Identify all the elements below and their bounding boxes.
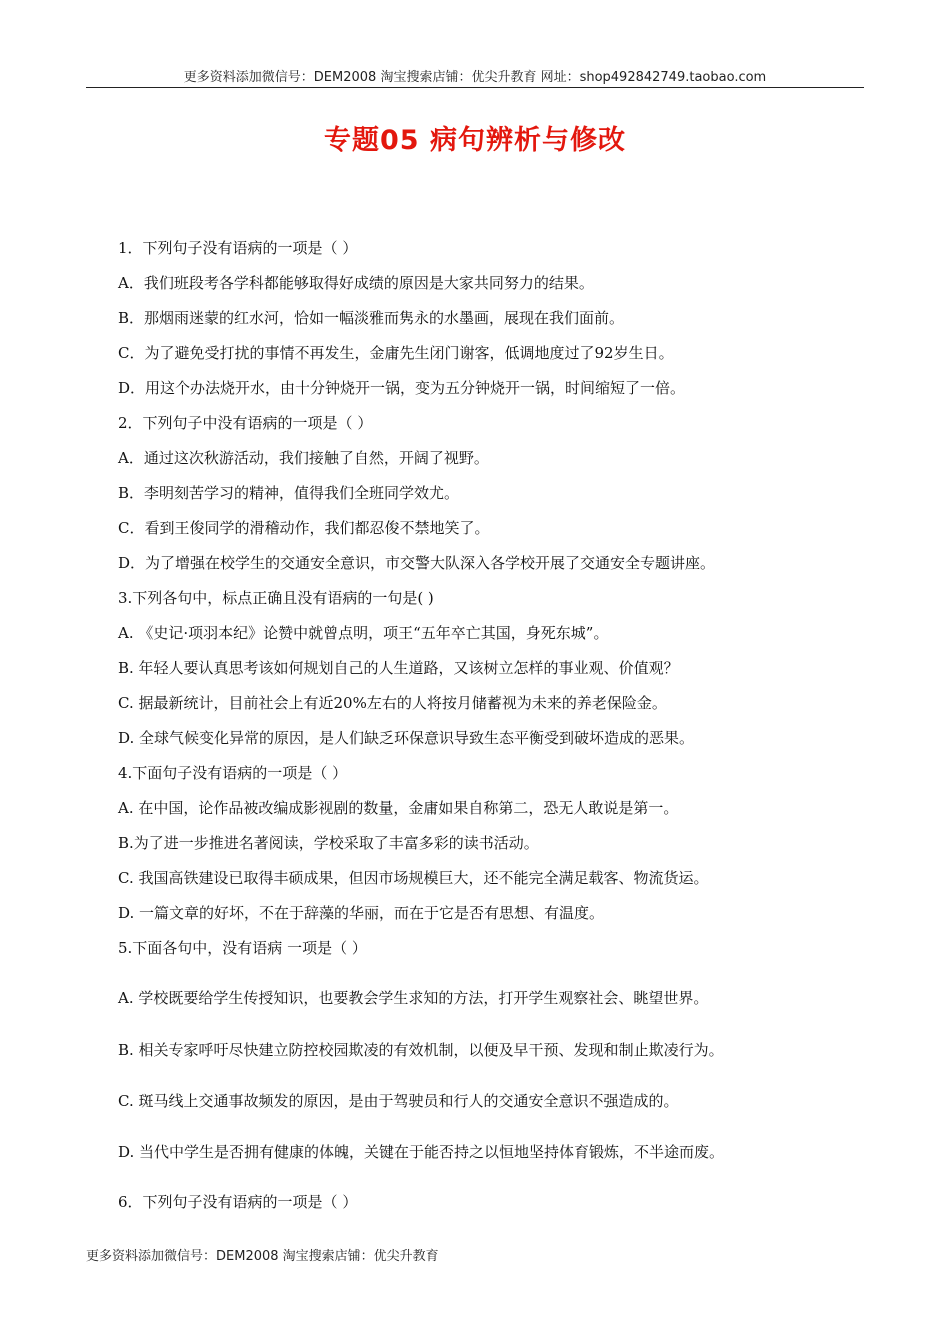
option-line: B. 相关专家呼吁尽快建立防控校园欺凌的有效机制，以便及早干预、发现和制止欺凌行为。 (118, 1041, 724, 1059)
option-line: A. 学校既要给学生传授知识，也要教会学生求知的方法，打开学生观察社会、眺望世界。 (118, 989, 709, 1007)
option-line: D. 一篇文章的好坏，不在于辞藻的华丽，而在于它是否有思想、有温度。 (118, 904, 605, 922)
option-line: C．看到王俊同学的滑稽动作，我们都忍俊不禁地笑了。 (118, 519, 490, 537)
option-line: C. 据最新统计，目前社会上有近20%左右的人将按月储蓄视为未来的养老保险金。 (118, 694, 667, 712)
option-line: C. 斑马线上交通事故频发的原因，是由于驾驶员和行人的交通安全意识不强造成的。 (118, 1092, 679, 1110)
option-line: C. 我国高铁建设已取得丰硕成果，但因市场规模巨大，还不能完全满足载客、物流货运。 (118, 869, 709, 887)
option-line: D. 当代中学生是否拥有健康的体魄，关键在于能否持之以恒地坚持体育锻炼，不半途而废。 (118, 1143, 725, 1161)
page-title: 专题05 病句辨析与修改 (324, 125, 626, 156)
option-line: A. 《史记·项羽本纪》论赞中就曾点明，项王“五年卒亡其国，身死东城”。 (118, 624, 609, 642)
option-line: B．李明刻苦学习的精神，值得我们全班同学效尤。 (118, 484, 460, 502)
option-line: A．我们班段考各学科都能够取得好成绩的原因是大家共同努力的结果。 (118, 274, 594, 292)
page-footer: 更多资料添加微信号：DEM2008 淘宝搜索店铺：优尖升教育 (86, 1249, 439, 1264)
header-rule (86, 87, 864, 88)
page-header: 更多资料添加微信号：DEM2008 淘宝搜索店铺：优尖升教育 网址：shop492842749.taobao.com (183, 70, 767, 85)
question-line: 2．下列句子中没有语病的一项是（ ） (118, 414, 373, 432)
question-line: 3.下列各句中，标点正确且没有语病的一句是( ) (118, 589, 434, 607)
question-line: 4.下面句子没有语病的一项是（ ） (118, 764, 348, 782)
question-line: 1．下列句子没有语病的一项是（ ） (118, 239, 358, 257)
option-line: B. 年轻人要认真思考该如何规划自己的人生道路，又该树立怎样的事业观、价值观？ (118, 659, 679, 677)
option-line: D．为了增强在校学生的交通安全意识，市交警大队深入各学校开展了交通安全专题讲座。 (118, 554, 716, 572)
option-line: D. 全球气候变化异常的原因，是人们缺乏环保意识导致生态平衡受到破坏造成的恶果。 (118, 729, 695, 747)
option-line: B.为了进一步推进名著阅读，学校采取了丰富多彩的读书活动。 (118, 834, 539, 852)
option-line: B．那烟雨迷蒙的红水河，恰如一幅淡雅而隽永的水墨画，展现在我们面前。 (118, 309, 625, 327)
option-line: C．为了避免受打扰的事情不再发生，金庸先生闭门谢客，低调地度过了92岁生日。 (118, 344, 674, 362)
option-line: A．通过这次秋游活动，我们接触了自然，开阔了视野。 (118, 449, 489, 467)
question-line: 5.下面各句中，没有语病 一项是（ ） (118, 939, 367, 957)
question-line: 6．下列句子没有语病的一项是（ ） (118, 1193, 358, 1211)
option-line: A. 在中国，论作品被改编成影视剧的数量，金庸如果自称第二，恐无人敢说是第一。 (118, 799, 679, 817)
option-line: D．用这个办法烧开水，由十分钟烧开一锅，变为五分钟烧开一锅，时间缩短了一倍。 (118, 379, 686, 397)
